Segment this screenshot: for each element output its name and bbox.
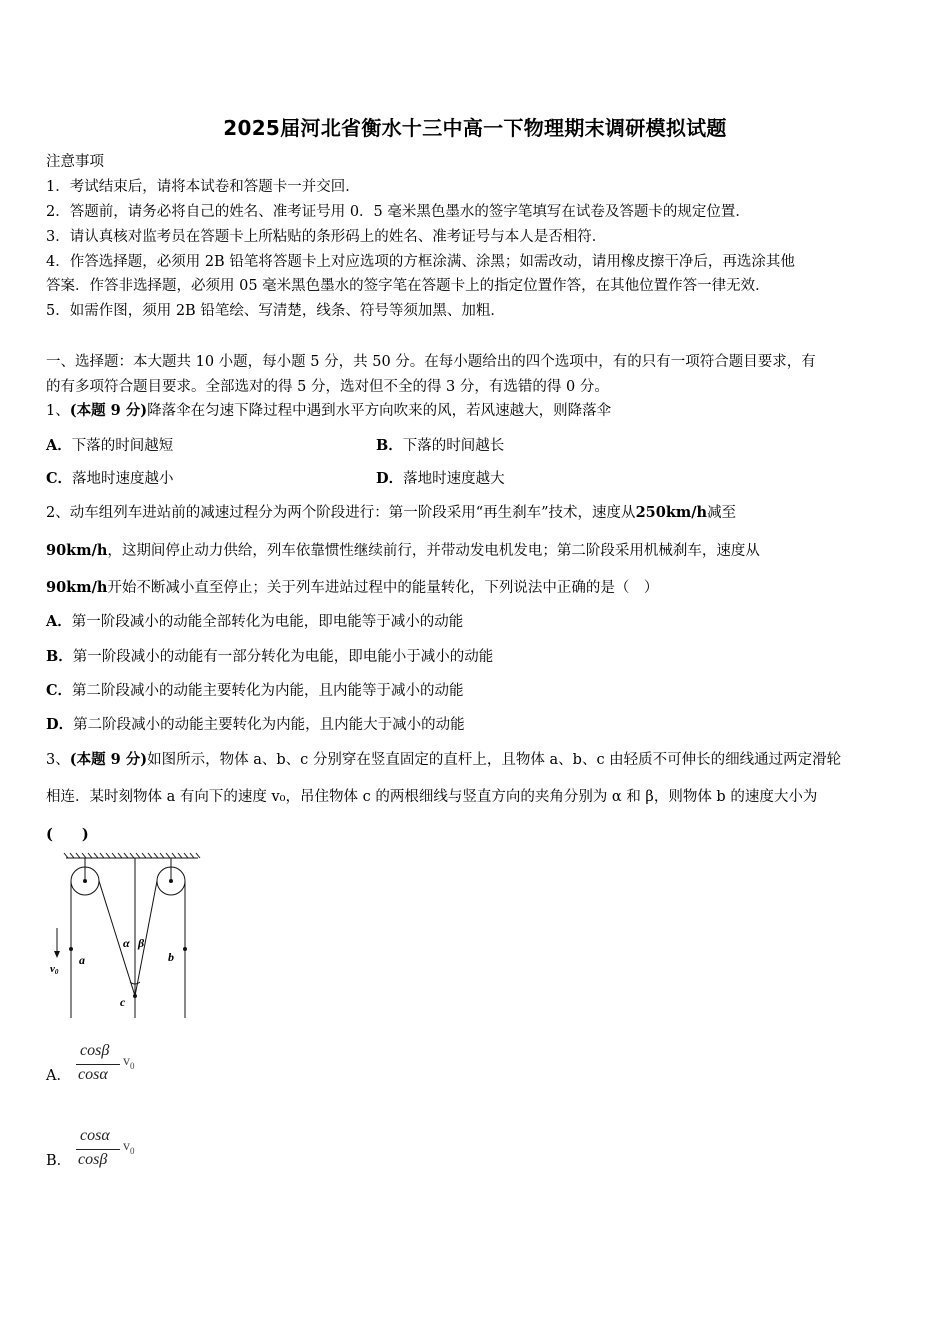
page-title: 2025届河北省衡水十三中高一下物理期末调研模拟试题 xyxy=(223,116,727,140)
notice-item-4: 4．作答选择题，必须用 2B 铅笔将答题卡上对应选项的方框涂满、涂黑；如需改动，请用橡皮擦干净后，再选涂其他 xyxy=(46,254,795,270)
question-2-line-2: 90km/h，这期间停止动力供给，列车依靠惯性继续前行，并带动发电机发电；第二阶段采用机械刹车，速度从 xyxy=(46,542,760,559)
label-c: c xyxy=(120,995,126,1009)
question-3-line-1: 3、(本题 9 分)如图所示，物体 a、b、c 分别穿在竖直固定的直杆上，且物体 a、b、c 由轻质不可伸长的细线通过两定滑轮 xyxy=(46,751,842,768)
section-intro-line-2: 的有多项符合题目要求。全部选对的得 5 分，选对但不全的得 3 分，有选错的得 0 分。 xyxy=(46,379,609,395)
question-1-option-d: D．落地时速度越大 xyxy=(376,470,505,487)
label-b: b xyxy=(168,950,174,964)
question-2-line-1: 2、动车组列车进站前的减速过程分为两个阶段进行：第一阶段采用“再生刹车”技术，速度从250km/h减至 xyxy=(46,504,737,521)
notice-item-1: 1．考试结束后，请将本试卷和答题卡一并交回． xyxy=(46,179,360,195)
label-a: a xyxy=(79,953,85,967)
label-alpha: α xyxy=(123,936,130,950)
label-beta: β xyxy=(138,936,145,950)
question-1-stem xyxy=(46,401,611,421)
question-3-option-a-letter: A． xyxy=(46,1068,71,1084)
question-1-option-b: B．下落的时间越长 xyxy=(376,437,505,454)
question-1-text: 降落伞在匀速下降过程中遇到水平方向吹来的风，若风速越大，则降落伞 xyxy=(147,403,612,419)
question-1-number: 1、 xyxy=(46,403,70,419)
question-1-option-c: C．落地时速度越小 xyxy=(46,470,174,487)
question-3-option-b-letter: B． xyxy=(46,1153,72,1169)
section-intro-line-1: 一、选择题：本大题共 10 小题，每小题 5 分，共 50 分。在每小题给出的四个选项中，有的只有一项符合题目要求，有 xyxy=(46,354,816,370)
label-v0: v0 xyxy=(50,963,59,976)
notice-item-4-cont: 答案．作答非选择题，必须用 05 毫米黑色墨水的签字笔在答题卡上的指定位置作答，在其他位置作答一律无效． xyxy=(46,278,770,294)
exam-page: 2025届河北省衡水十三中高一下物理期末调研模拟试题 注意事项 1．考试结束后，请将本试卷和答题卡一并交回． 2．答题前，请务必将自己的姓名、准考证号用 0．5 毫米黑色墨水的签字笔填写在试卷及答题卡的规定位置． 3．请认真核对监考员在答题卡上所粘贴的条形码上的姓名、准考证号与本人是否相符． 4．作答选择题，必须用 2B 铅笔将答题卡上对应选项的方框涂满、涂黑；如需改动，请用橡皮擦干净后，再选涂其他 答案．作答非选择题，必须用 05 毫米黑色墨水的签字笔在答题卡上的指定位置作答，在其他位置作答一律无效． 5．如需作图，须用 2B 铅笔绘、写清楚，线条、符号等须加黑、加粗． 一、选择题：本大题共 10 小题，每小题 5 分，共 50 分。在每小题给出的四个选项中，有的只有一项符合题目要求，有 的有多项符合题目要求。全部选对的得 5 分，选对但不全的得 3 分，有选错的得 0 分。 1、(本题 9 分)降落伞在匀速下降过程中遇到水平方向吹来的风，若风速越大，则降落伞 A．下落的时间越短 B．下落的时间越长 C．落地时速度越小 D．落地时速度越大 2、动车组列车进站前的减速过程分为两个阶段进行：第一阶段采用“再生刹车”技术，速度从250km/h减至 90km/h，这期间停止动力供给，列车依靠惯性继续前行，并带动发电机发电；第二阶段采用机械刹车，速度从 90km/h开始不断减小直至停止；关于列车进站过程中的能量转化，下列说法中正确的是（ ） A．第一阶段减小的动能全部转化为电能，即电能等于减小的动能 B．第一阶段减小的动能有一部分转化为电能，即电能小于减小的动能 C．第二阶段减小的动能主要转化为内能，且内能等于减小的动能 D．第二阶段减小的动能主要转化为内能，且内能大于减小的动能 3、(本题 9 分)如图所示，物体 a、b、c 分别穿在竖直固定的直杆上，且物体 a、b、c 由轻质不可伸长的细线通过两定滑轮 相连．某时刻物体 a 有向下的速度 v₀，吊住物体 c 的两根细线与竖直方向的夹角分别为 α 和 β，则物体 b 的速度大小为 ( ) a b c α β v0 A． cosβ cosα $v_0$ B． cosα cosβ $v_0$ xyxy=(0,0,950,1344)
notice-heading: 注意事项 xyxy=(46,154,104,170)
question-2-option-d: D．第二阶段减小的动能主要转化为内能，且内能大于减小的动能 xyxy=(46,716,465,733)
question-2-line-3: 90km/h开始不断减小直至停止；关于列车进站过程中的能量转化，下列说法中正确的是（ ） xyxy=(46,579,659,596)
notice-item-2: 2．答题前，请务必将自己的姓名、准考证号用 0．5 毫米黑色墨水的签字笔填写在试卷及答题卡的规定位置． xyxy=(46,204,750,220)
question-1-option-a: A．下落的时间越短 xyxy=(46,437,174,454)
notice-item-5: 5．如需作图，须用 2B 铅笔绘、写清楚，线条、符号等须加黑、加粗． xyxy=(46,303,505,319)
question-2-option-c: C．第二阶段减小的动能主要转化为内能，且内能等于减小的动能 xyxy=(46,682,464,699)
question-1-score: (本题 9 分) xyxy=(69,402,148,419)
question-2-option-a: A．第一阶段减小的动能全部转化为电能，即电能等于减小的动能 xyxy=(46,613,464,630)
notice-item-3: 3．请认真核对监考员在答题卡上所粘贴的条形码上的姓名、准考证号与本人是否相符． xyxy=(46,229,607,245)
pulley-diagram xyxy=(44,850,204,1022)
question-3-answer-blank: ( ) xyxy=(46,826,89,843)
question-3-line-2: 相连．某时刻物体 a 有向下的速度 v₀，吊住物体 c 的两根细线与竖直方向的夹角分别为 α 和 β，则物体 b 的速度大小为 xyxy=(46,789,818,805)
question-2-option-b: B．第一阶段减小的动能有一部分转化为电能，即电能小于减小的动能 xyxy=(46,648,494,665)
